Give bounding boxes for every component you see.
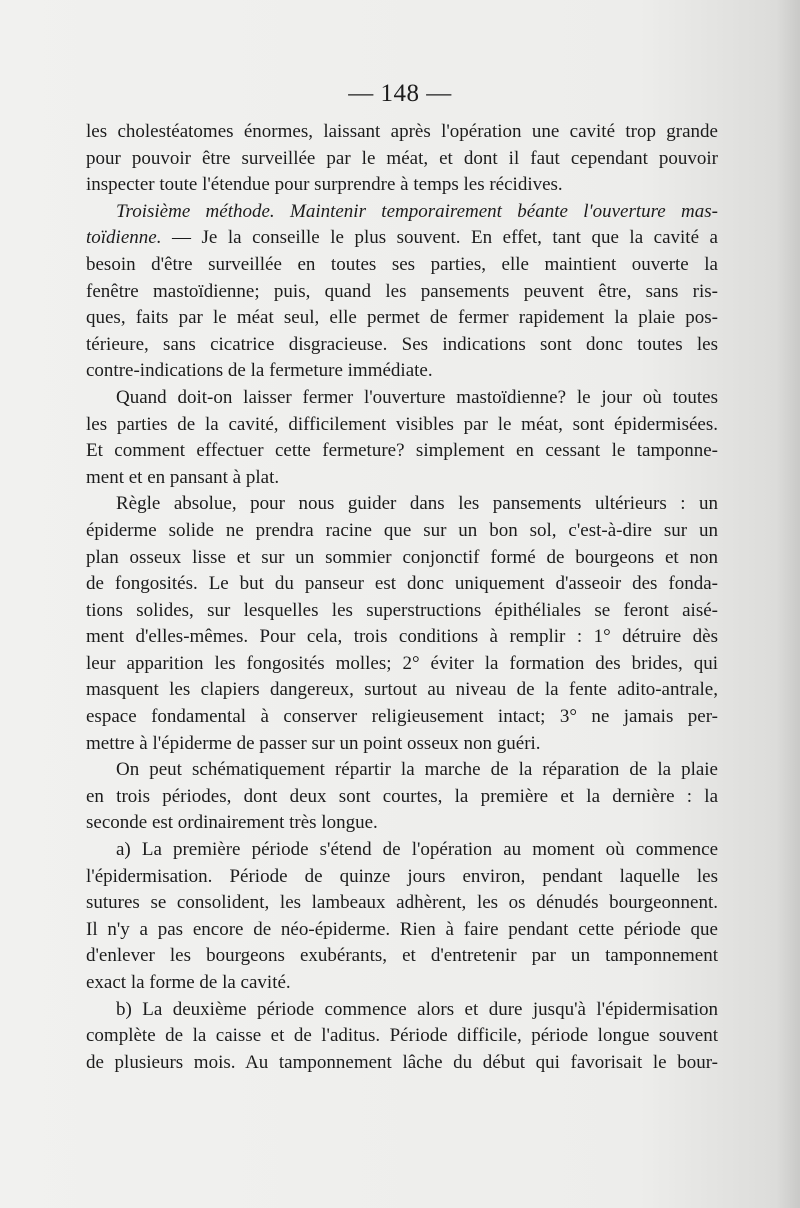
- text-line: l'épidermisation. Période de quinze jours environ, pendant laquelle les: [86, 865, 718, 887]
- text-line: leur apparition les fongosités molles; 2° éviter la formation des brides, qui: [86, 652, 718, 674]
- text-line: de plusieurs mois. Au tamponnement lâche du début qui favorisait le bour-: [86, 1051, 718, 1073]
- text-line: complète de la caisse et de l'aditus. Période difficile, période longue souvent: [86, 1025, 718, 1047]
- paragraph: [86, 385, 718, 491]
- text-line: tions solides, sur lesquelles les superstructions épithéliales se feront aisé-: [86, 599, 718, 621]
- page-number: — 148 —: [348, 80, 452, 107]
- text-line: d'enlever les bourgeons exubérants, et d'entretenir par un tamponnement: [86, 945, 718, 967]
- paragraph: [86, 757, 718, 837]
- text-line: seconde est ordinairement très longue.: [86, 812, 378, 834]
- text-line: les cholestéatomes énormes, laissant après l'opération une cavité trop grande: [86, 121, 718, 142]
- text-line: espace fondamental à conserver religieusement intact; 3° ne jamais per-: [86, 706, 718, 728]
- text-line: les parties de la cavité, difficilement visibles par le méat, sont épidermisées.: [86, 413, 718, 435]
- text-line: fenêtre mastoïdienne; puis, quand les pansements peuvent être, sans ris-: [86, 280, 718, 302]
- text-line: épiderme solide ne prendra racine que sur un bon sol, c'est-à-dire sur un: [86, 519, 718, 541]
- text-line: a) La première période s'étend de l'opération au moment où commence: [116, 839, 718, 861]
- text-line: exact la forme de la cavité.: [86, 972, 291, 993]
- paragraph: [86, 119, 718, 199]
- text-line: mettre à l'épiderme de passer sur un point osseux non guéri.: [86, 732, 541, 754]
- text-line: sutures se consolident, les lambeaux adhèrent, les os dénudés bourgeonnent.: [86, 892, 718, 914]
- text-line: Et comment effectuer cette fermeture? simplement en cessant le tamponne-: [86, 440, 718, 462]
- text-line: masquent les clapiers dangereux, surtout au niveau de la fente adito-antrale,: [86, 679, 718, 701]
- text-line: b) La deuxième période commence alors et dure jusqu'à l'épidermisation: [116, 998, 718, 1020]
- text-line: besoin d'être surveillée en toutes ses parties, elle maintient ouverte la: [86, 253, 718, 275]
- section-heading: Troisième méthode. Maintenir temporairement béante l'ouverture mas-: [116, 200, 718, 222]
- text-line: contre-indications de la fermeture immédiate.: [86, 360, 433, 382]
- text-line: de fongosités. Le but du panseur est donc uniquement d'asseoir des fonda-: [86, 573, 718, 595]
- text-line: en trois périodes, dont deux sont courtes, la première et la dernière : la: [86, 785, 718, 807]
- text-line: On peut schématiquement répartir la marche de la réparation de la plaie: [116, 759, 718, 781]
- text-span: — Je la conseille le plus souvent. En effet, tant que la cavité a: [161, 227, 718, 249]
- paragraph: [86, 997, 718, 1077]
- section-heading-continued: toïdienne.: [86, 227, 162, 249]
- text-line: ment et en pansant à plat.: [86, 466, 280, 488]
- text-line: inspecter toute l'étendue pour surprendre à temps les récidives.: [86, 174, 563, 196]
- text-line: ques, faits par le méat seul, elle permet de fermer rapidement la plaie pos-: [86, 307, 718, 329]
- paragraph: [86, 837, 718, 997]
- text-line: Il n'y a pas encore de néo-épiderme. Rien à faire pendant cette période que: [86, 918, 718, 940]
- text-line: térieure, sans cicatrice disgracieuse. Ses indications sont donc toutes les: [86, 333, 718, 355]
- text-line: ment d'elles-mêmes. Pour cela, trois conditions à remplir : 1° détruire dès: [86, 626, 718, 648]
- text-line: plan osseux lisse et sur un sommier conjonctif formé de bourgeons et non: [86, 546, 718, 568]
- text-line: Quand doit-on laisser fermer l'ouverture mastoïdienne? le jour où toutes: [116, 386, 718, 408]
- paragraph: [86, 199, 718, 385]
- body-text: [86, 119, 718, 1076]
- paragraph: [86, 491, 718, 757]
- text-line: pour pouvoir être surveillée par le méat, et dont il faut cependant pouvoir: [86, 147, 718, 169]
- text-line: Règle absolue, pour nous guider dans les pansements ultérieurs : un: [116, 493, 718, 515]
- text-line: [86, 225, 718, 252]
